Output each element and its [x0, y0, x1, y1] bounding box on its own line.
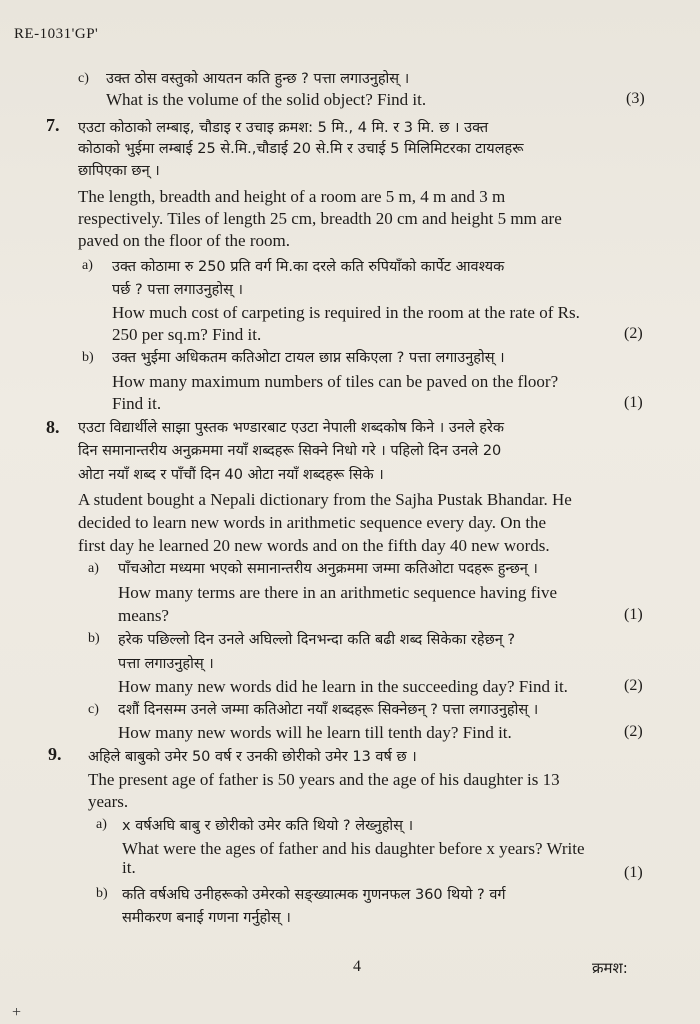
q9-english-line2: years. [88, 792, 129, 811]
q9a-english-line1: What were the ages of father and his daughter before x years? Write [122, 839, 585, 858]
q9b-nepali-line1: कति वर्षअघि उनीहरूको उमेरको सङ्ख्यात्मक गुणनफल 360 थियो ? वर्ग [122, 887, 506, 903]
page-number: 4 [353, 958, 361, 975]
q6c-nepali: उक्त ठोस वस्तुको आयतन कति हुन्छ ? पत्ता लगाउनुहोस् । [106, 71, 410, 87]
q7-english-line3: paved on the floor of the room. [78, 231, 290, 250]
q7b-nepali: उक्त भुईमा अधिकतम कतिओटा टायल छाप्न सकिएला ? पत्ता लगाउनुहोस् । [112, 350, 505, 366]
q9a-english-line2: it. [122, 858, 136, 877]
q8-nepali-line3: ओटा नयाँ शब्द र पाँचौं दिन 40 ओटा नयाँ शब्दहरू सिके । [78, 467, 384, 483]
q9a-nepali: x वर्षअघि बाबु र छोरीको उमेर कति थियो ? लेख्नुहोस् । [122, 818, 414, 834]
corner-mark: + [12, 1004, 22, 1021]
q7-english-line1: The length, breadth and height of a room are 5 m, 4 m and 3 m [78, 187, 506, 206]
q6c-english: What is the volume of the solid object? Find it. [106, 90, 427, 109]
q7a-marks: (2) [624, 325, 643, 342]
q8b-marks: (2) [624, 677, 643, 694]
q7a-label: a) [82, 258, 93, 273]
q7-nepali-line1: एउटा कोठाको लम्बाइ, चौडाइ र उचाइ क्रमश: 5 मि., 4 मि. र 3 मि. छ । उक्त [78, 120, 489, 136]
q8b-nepali-line1: हरेक पछिल्लो दिन उनले अघिल्लो दिनभन्दा कति बढी शब्द सिकेका रहेछन् ? [118, 632, 516, 648]
q8c-nepali: दशौं दिनसम्म उनले जम्मा कतिओटा नयाँ शब्दहरू सिक्नेछन् ? पत्ता लगाउनुहोस् । [118, 702, 539, 718]
q8a-nepali: पाँचओटा मध्यमा भएको समानान्तरीय अनुक्रममा जम्मा कतिओटा पदहरू हुन्छन् । [118, 561, 538, 577]
q7-nepali-line2: कोठाको भुईमा लम्बाई 25 से.मि.,चौडाई 20 से.मि र उचाई 5 मिलिमिटरका टायलहरू [78, 141, 524, 157]
q8b-label: b) [88, 631, 100, 646]
q8a-marks: (1) [624, 606, 643, 623]
q8a-english-line1: How many terms are there in an arithmetic sequence having five [118, 583, 557, 602]
q8-english-line1: A student bought a Nepali dictionary from the Sajha Pustak Bhandar. He [78, 490, 572, 509]
q8b-nepali-line2: पत्ता लगाउनुहोस् । [118, 656, 214, 672]
q8c-label: c) [88, 702, 99, 717]
q8-nepali-line1: एउटा विद्यार्थीले साझा पुस्तक भण्डारबाट एउटा नेपाली शब्दकोष किने । उनले हरेक [78, 420, 505, 436]
q8b-english: How many new words did he learn in the succeeding day? Find it. [118, 677, 568, 696]
q8-nepali-line2: दिन समानान्तरीय अनुक्रममा नयाँ शब्दहरू सिक्ने निधो गरे । पहिलो दिन उनले 20 [78, 443, 502, 459]
q7b-english-line1: How many maximum numbers of tiles can be paved on the floor? [112, 372, 559, 391]
q8-english-line3: first day he learned 20 new words and on the fifth day 40 new words. [78, 536, 550, 555]
q6c-label: c) [78, 71, 89, 86]
q9-number: 9. [48, 744, 62, 764]
q9a-marks: (1) [624, 864, 643, 881]
q9b-label: b) [96, 886, 108, 901]
q9-english-line1: The present age of father is 50 years and the age of his daughter is 13 [88, 770, 560, 789]
q7-nepali-line3: छापिएका छन् । [78, 163, 160, 179]
q7-english-line2: respectively. Tiles of length 25 cm, breadth 20 cm and height 5 mm are [78, 209, 562, 228]
q9-nepali: अहिले बाबुको उमेर 50 वर्ष र उनकी छोरीको उमेर 13 वर्ष छ । [88, 749, 417, 765]
paper-code: RE-1031'GP' [14, 26, 99, 42]
q7b-english-line2: Find it. [112, 394, 162, 413]
q6c-marks: (3) [626, 90, 645, 107]
q9b-nepali-line2: समीकरण बनाई गणना गर्नुहोस् । [122, 910, 291, 926]
continued-label: क्रमश: [592, 959, 628, 977]
q7a-english-line1: How much cost of carpeting is required in the room at the rate of Rs. [112, 303, 580, 322]
q7-number: 7. [46, 115, 60, 135]
q7a-nepali-line1: उक्त कोठामा रु 250 प्रति वर्ग मि.का दरले कति रुपियाँको कार्पेट आवश्यक [112, 259, 505, 275]
q7b-marks: (1) [624, 394, 643, 411]
q9a-label: a) [96, 817, 107, 832]
q7a-nepali-line2: पर्छ ? पत्ता लगाउनुहोस् । [112, 282, 244, 298]
q8c-marks: (2) [624, 723, 643, 740]
q8a-label: a) [88, 561, 99, 576]
q8-number: 8. [46, 417, 60, 437]
q7a-english-line2: 250 per sq.m? Find it. [112, 325, 262, 344]
q7b-label: b) [82, 350, 94, 365]
q8c-english: How many new words will he learn till tenth day? Find it. [118, 723, 512, 742]
q8a-english-line2: means? [118, 606, 169, 625]
q8-english-line2: decided to learn new words in arithmetic sequence every day. On the [78, 513, 547, 532]
